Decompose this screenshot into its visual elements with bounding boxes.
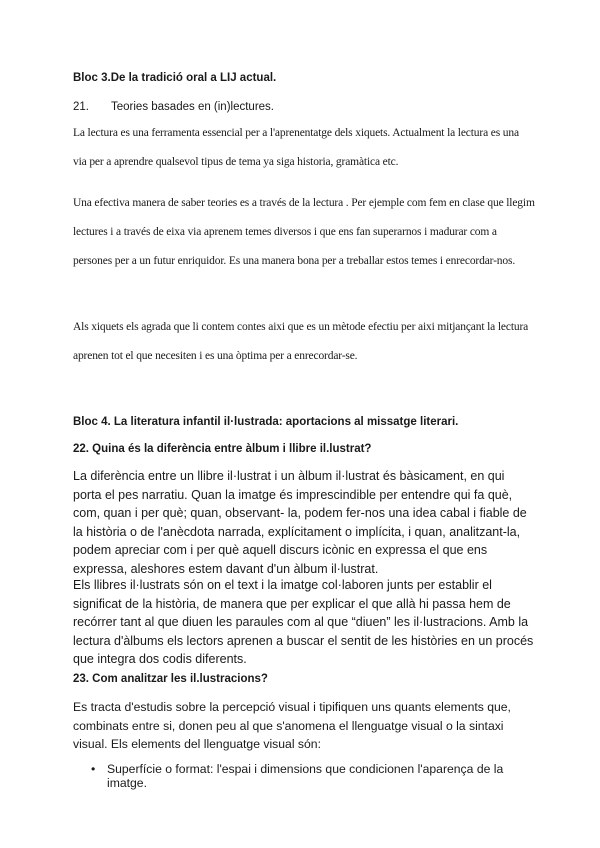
- q23-heading: 23. Com analitzar les il.lustracions?: [73, 673, 268, 685]
- list-item: [75, 762, 545, 790]
- bullet-text: Superfície o format: l'espai i dimensions que condicionen l'aparença de la imatge.: [107, 762, 504, 790]
- bloc4-paragraph-2: Els llibres il·lustrats són on el text i la imatge col·laboren junts per establir el significat de la història, de manera que per explicar el que allà hi passa hem de recórrer tant al que diuen les paraules com al que “diuen” les il·lustracions. Amb la lectura d'àlbums els lectors aprenen a buscar el sentit de les històries en un procés que integra dos codis diferents.: [73, 578, 534, 666]
- q21-title: Teories basades en (in)lectures.: [111, 101, 274, 113]
- q22-heading: 22. Quina és la diferència entre àlbum i llibre il.lustrat?: [73, 443, 372, 455]
- bloc3-title: Bloc 3.De la tradició oral a LIJ actual.: [73, 72, 277, 84]
- bloc3-paragraph-3: Als xiquets els agrada que li contem contes aixi que es un mètode efectiu per aixi mitjançant la lectura aprenen tot el que necesiten i es una òptima per a enrecordar-se.: [73, 321, 529, 362]
- bloc3-paragraph-2: Una efectiva manera de saber teories es a través de la lectura . Per ejemple com fem en clase que llegim lectures i a través de eixa via aprenem temes diversos i que ens fan superarnos i madurar com a persones per a un futur enriquidor. Es una manera bona per a treballar estos temes i enrecordar-nos.: [73, 197, 535, 267]
- q21-heading: [73, 101, 535, 113]
- bloc4-title: Bloc 4. La literatura infantil il·lustrada: aportacions al missatge literari.: [73, 416, 459, 428]
- q21-number: 21.: [73, 101, 89, 113]
- bloc4-paragraph-3: Es tracta d'estudis sobre la percepció visual i tipifiquen uns quants elements que, combinats entre si, donen peu al que s'anomena el llenguatge visual o la sintaxi visual. Els elements del llenguatge visual són:: [73, 700, 511, 751]
- bullet-icon: •: [91, 762, 96, 776]
- bloc4-paragraph-1: La diferència entre un llibre il·lustrat i un àlbum il·lustrat és bàsicament, en qui porta el pes narratiu. Quan la imatge és imprescindible per entendre qui fa què, com, quan i per què; quan, observant- la, podem fer-nos una idea cabal i fiable de la història o de l'anècdota narrada, explícitament o implícita, i quan, analitzant-la, podem apreciar com i per què aquell discurs icònic en expressa el que ens expressa, aleshores estem davant d'un àlbum il·lustrat.: [73, 469, 527, 576]
- bloc3-paragraph-1: La lectura es una ferramenta essencial per a l'aprenentatge dels xiquets. Actualment la lectura es una via per a aprendre qualsevol tipus de tema ya siga historia, gramàtica etc.: [73, 127, 519, 168]
